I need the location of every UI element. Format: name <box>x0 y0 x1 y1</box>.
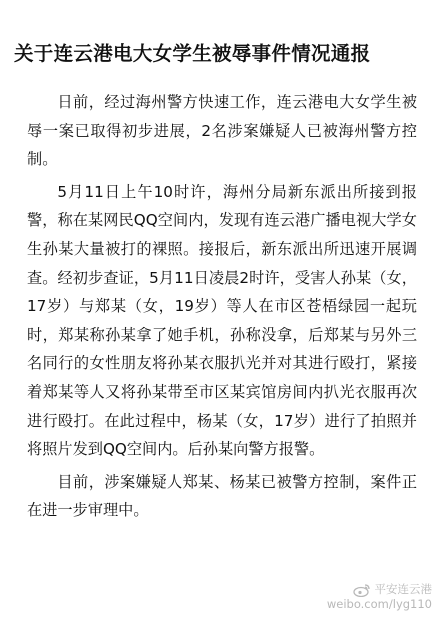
document-title: 关于连云港电大女学生被辱事件情况通报 <box>14 42 371 65</box>
paragraph-1: 日前，经过海州警方快速工作，连云港电大女学生被辱一案已取得初步进展，2名涉案嫌疑人已被海州警方控制。 <box>27 93 417 169</box>
document-body <box>27 88 417 529</box>
weibo-watermark <box>302 582 432 612</box>
paragraph-3: 目前，涉案嫌疑人郑某、杨某已被警方控制，案件正在进一步审理中。 <box>27 472 417 520</box>
paragraph-2: 5月11日上午10时许，海州分局新东派出所接到报警，称在某网民QQ空间内，发现有连云港广播电视大学女生孙某大量被打的裸照。接报后，新东派出所迅速开展调查。经初步查证，5月11日凌晨2时许，受害人孙某（女，17岁）与郑某（女，19岁）等人在市区苍梧绿园一起玩时，郑某称孙某拿了她手机，孙称没拿，后郑某与另外三名同行的女性朋友将孙某衣服扒光并对其进行殴打，紧接着郑某等人又将孙某带至市区某宾馆房间内扒光衣服再次进行殴打。在此过程中，杨某（女，17岁）进行了拍照并将照片发到QQ空间内。后孙某向警方报警。 <box>27 182 417 459</box>
watermark-account-name: 平安连云港 <box>374 582 432 596</box>
watermark-url: weibo.com/lyg110 <box>326 597 432 611</box>
weibo-icon <box>353 583 371 597</box>
